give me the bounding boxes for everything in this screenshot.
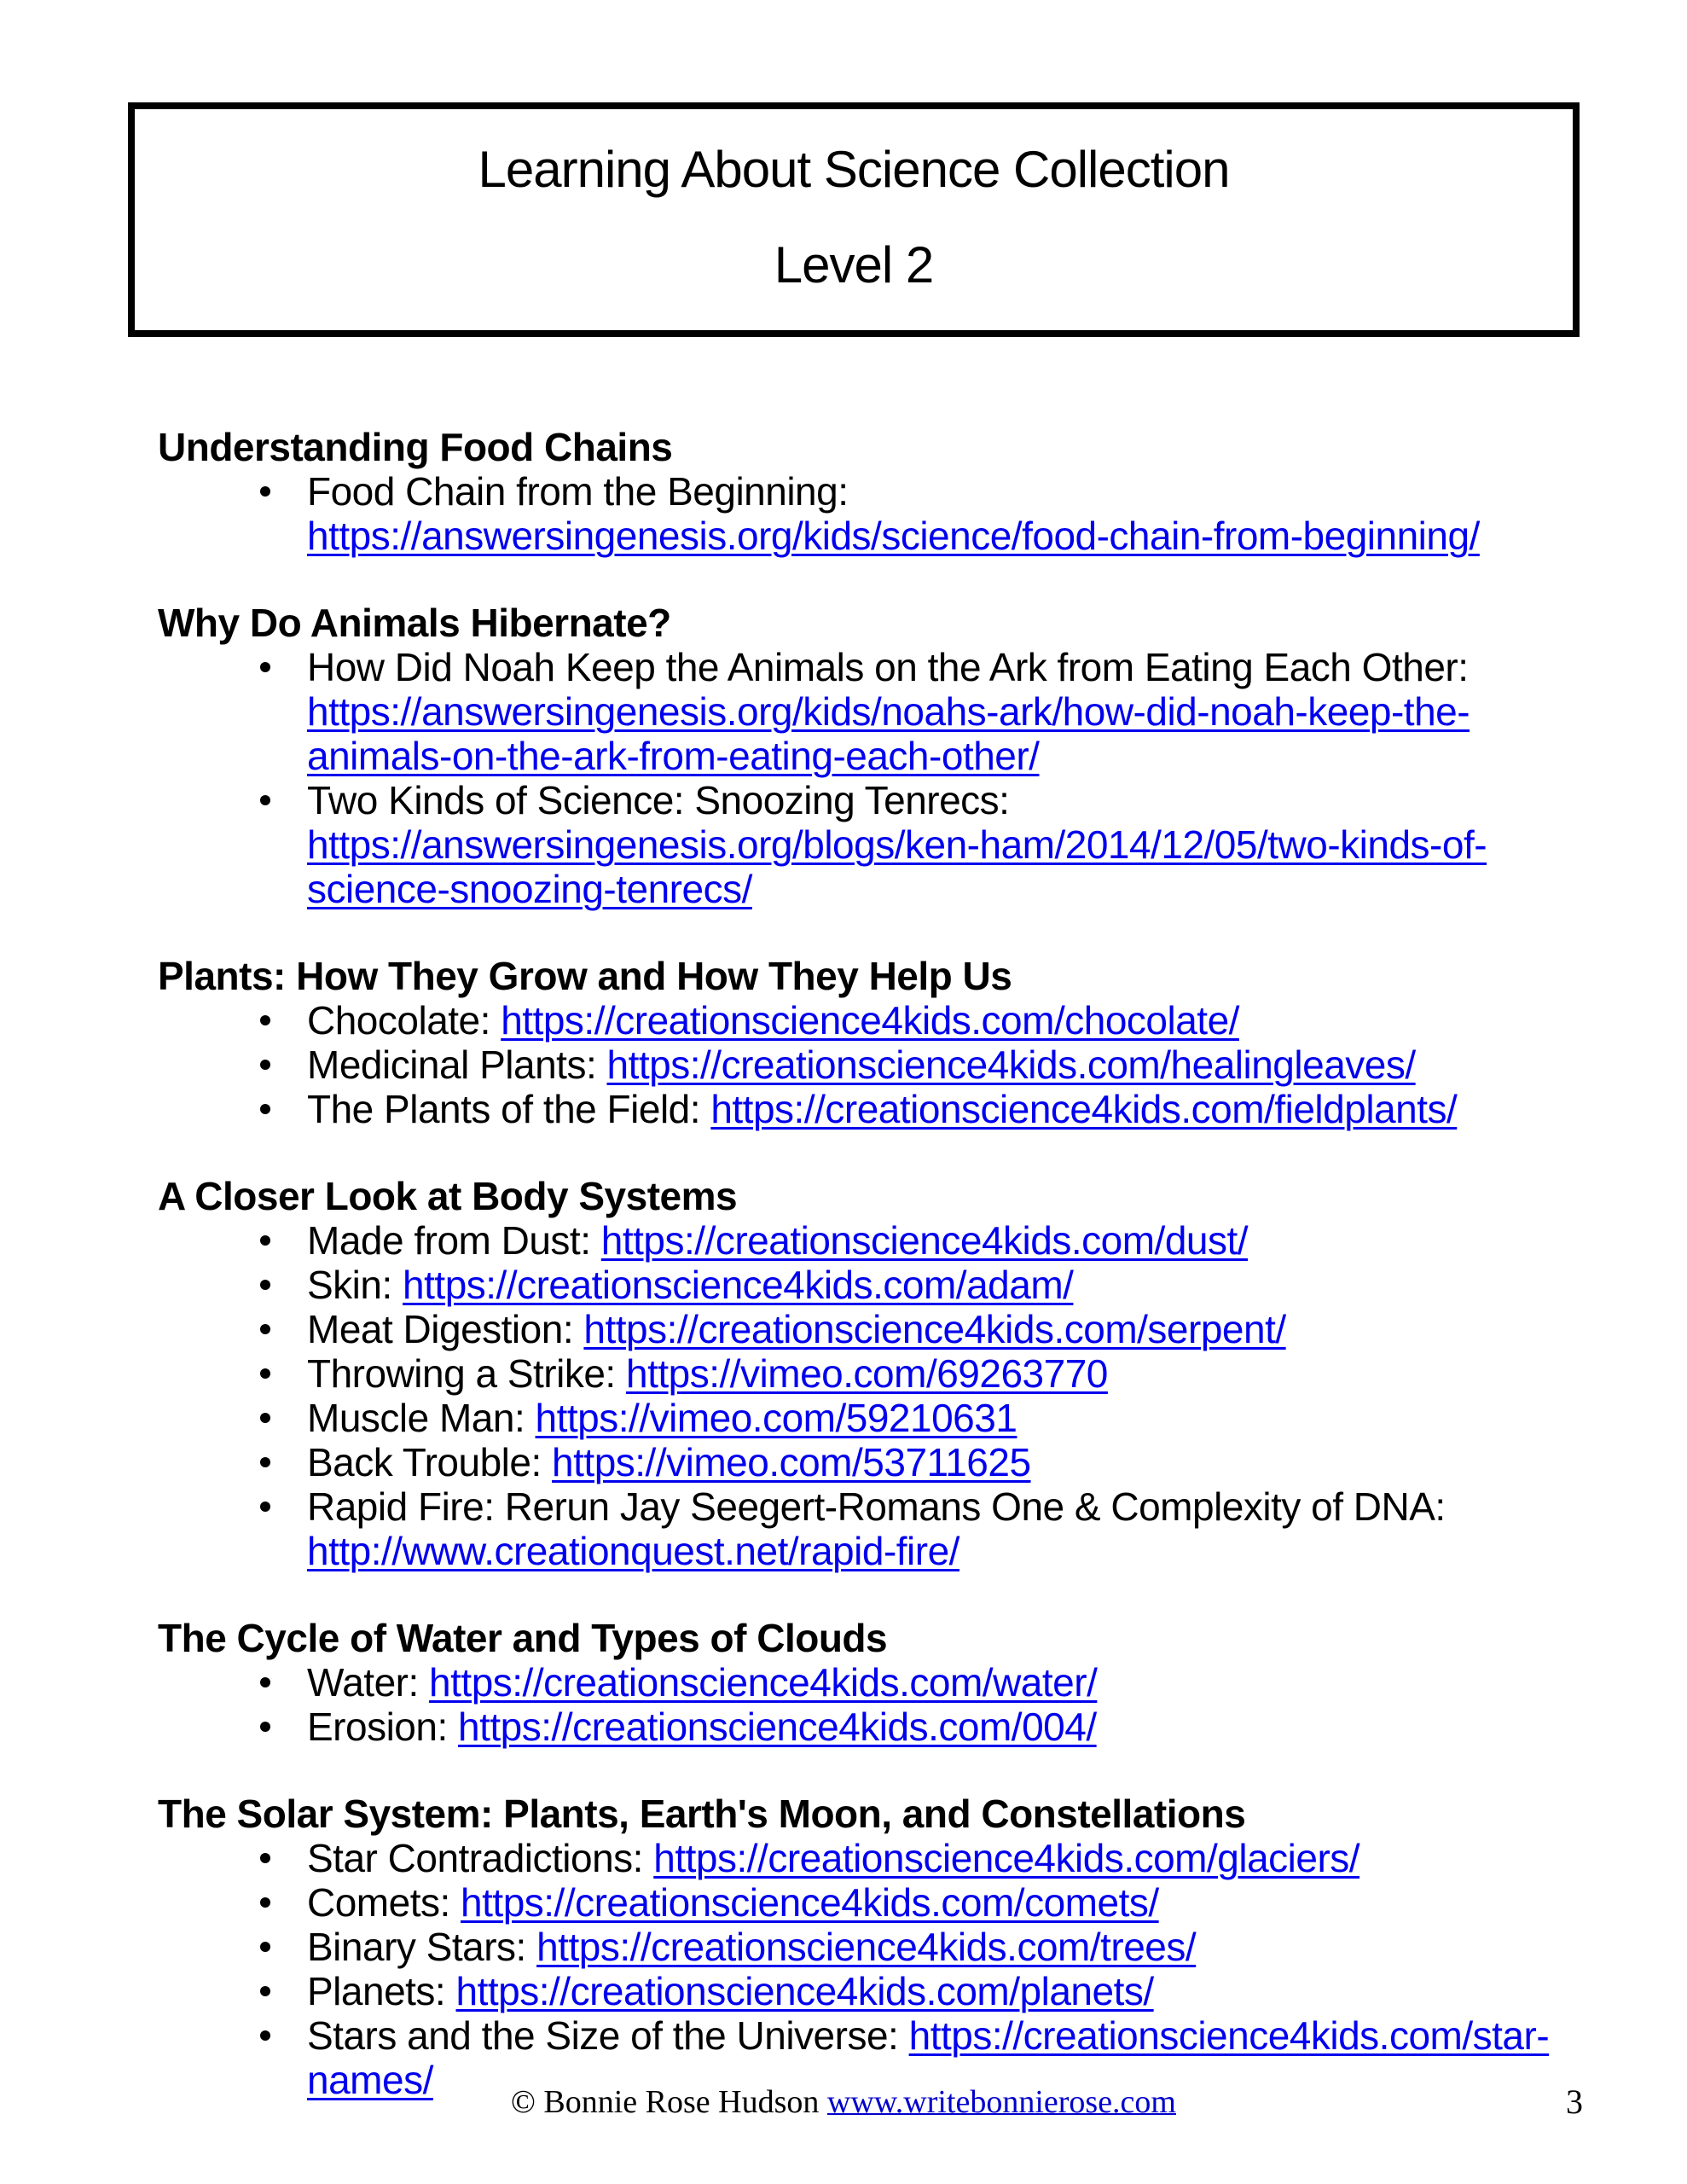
bullet-icon	[260, 1060, 270, 1070]
item-link[interactable]: https://creationscience4kids.com/water/	[429, 1660, 1098, 1705]
section	[158, 1616, 1584, 1749]
bullet-icon	[260, 1722, 270, 1732]
section	[158, 601, 1584, 911]
item-link[interactable]: https://creationscience4kids.com/serpent/	[583, 1307, 1286, 1351]
item-link[interactable]: https://creationscience4kids.com/glaciers/	[653, 1836, 1360, 1880]
bullet-icon	[260, 1897, 270, 1908]
list-item	[158, 1925, 1584, 1969]
bullet-icon	[260, 1280, 270, 1290]
bullet-icon	[260, 1942, 270, 1952]
item-label: Star Contradictions:	[307, 1836, 654, 1880]
footer-copyright: © Bonnie Rose Hudson	[511, 2084, 820, 2120]
bullet-icon	[260, 1368, 270, 1379]
item-link[interactable]: https://creationscience4kids.com/fieldplants/	[710, 1087, 1458, 1131]
item-label: Comets:	[307, 1880, 461, 1925]
bullet-icon	[260, 1853, 270, 1863]
section-heading: Why Do Animals Hibernate?	[158, 601, 671, 645]
sections-container	[158, 425, 1584, 2145]
bullet-icon	[260, 1677, 270, 1687]
list-item	[158, 1218, 1584, 1263]
item-label: Planets:	[307, 1969, 456, 2013]
list-item	[158, 1263, 1584, 1307]
item-label: Water:	[307, 1660, 430, 1705]
item-link[interactable]: https://vimeo.com/59210631	[535, 1396, 1017, 1440]
section-heading: Understanding Food Chains	[158, 425, 673, 469]
item-label: Muscle Man:	[307, 1396, 536, 1440]
item-link[interactable]: https://vimeo.com/53711625	[552, 1440, 1031, 1484]
item-link[interactable]: https://vimeo.com/69263770	[625, 1351, 1108, 1396]
section	[158, 1792, 1584, 2102]
bullet-icon	[260, 1235, 270, 1246]
list-item	[158, 1880, 1584, 1925]
section	[158, 425, 1584, 558]
section-heading: The Cycle of Water and Types of Clouds	[158, 1616, 888, 1660]
list-item	[158, 1396, 1584, 1440]
bullet-icon	[260, 1502, 270, 1512]
item-label: Throwing a Strike:	[307, 1351, 626, 1396]
item-link[interactable]: https://creationscience4kids.com/004/	[458, 1705, 1097, 1749]
list-item	[158, 1484, 1584, 1573]
item-label: Erosion:	[307, 1705, 459, 1749]
bullet-icon	[260, 486, 270, 497]
list-item	[158, 1440, 1584, 1484]
bullet-icon	[260, 1457, 270, 1467]
list-item	[158, 1043, 1584, 1087]
item-link[interactable]: https://answersingenesis.org/kids/noahs-ark/how-did-noah-keep-the-animals-on-the-ark-from-eating-each-other/	[307, 689, 1470, 778]
bullet-icon	[260, 662, 270, 672]
item-label: Medicinal Plants:	[307, 1043, 607, 1087]
item-label: Rapid Fire: Rerun Jay Seegert-Romans One & Complexity of DNA:	[307, 1484, 1446, 1529]
section-heading: A Closer Look at Body Systems	[158, 1174, 738, 1218]
section-heading: Plants: How They Grow and How They Help Us	[158, 954, 1012, 998]
item-label: How Did Noah Keep the Animals on the Ark from Eating Each Other:	[307, 645, 1469, 689]
item-label: Food Chain from the Beginning:	[307, 469, 849, 514]
item-label: Stars and the Size of the Universe:	[307, 2013, 909, 2058]
footer	[0, 2083, 1687, 2121]
item-link[interactable]: https://answersingenesis.org/blogs/ken-ham/2014/12/05/two-kinds-of-science-snoozing-tenrecs/	[307, 822, 1487, 911]
footer-site-link[interactable]: www.writebonnierose.com	[826, 2084, 1176, 2120]
item-label: Skin:	[307, 1263, 403, 1307]
item-link[interactable]: https://creationscience4kids.com/trees/	[536, 1925, 1197, 1969]
list-item	[158, 1307, 1584, 1351]
item-link[interactable]: https://creationscience4kids.com/adam/	[403, 1263, 1074, 1307]
list-item	[158, 1660, 1584, 1705]
item-link[interactable]: https://creationscience4kids.com/star-names/	[307, 2013, 1550, 2102]
bullet-icon	[260, 1015, 270, 1025]
document-subtitle: Level 2	[774, 236, 934, 293]
bullet-icon	[260, 795, 270, 805]
list-item	[158, 1351, 1584, 1396]
item-label: The Plants of the Field:	[307, 1087, 711, 1131]
item-label: Two Kinds of Science: Snoozing Tenrecs:	[307, 778, 1010, 822]
item-label: Chocolate:	[307, 998, 501, 1043]
list-item	[158, 1705, 1584, 1749]
list-item	[158, 998, 1584, 1043]
bullet-icon	[260, 1104, 270, 1114]
item-label: Binary Stars:	[307, 1925, 537, 1969]
list-item	[158, 469, 1584, 558]
list-item	[158, 1087, 1584, 1131]
section-heading: The Solar System: Plants, Earth's Moon, and Constellations	[158, 1792, 1246, 1836]
item-label: Meat Digestion:	[307, 1307, 584, 1351]
bullet-icon	[260, 1986, 270, 1996]
document-title: Learning About Science Collection	[478, 141, 1230, 198]
list-item	[158, 1969, 1584, 2013]
list-item	[158, 645, 1584, 778]
item-link[interactable]: https://creationscience4kids.com/planets/	[455, 1969, 1154, 2013]
item-label: Back Trouble:	[307, 1440, 553, 1484]
item-link[interactable]: https://answersingenesis.org/kids/science/food-chain-from-beginning/	[307, 514, 1480, 558]
item-link[interactable]: https://creationscience4kids.com/dust/	[600, 1218, 1249, 1263]
title-box	[128, 102, 1580, 337]
section	[158, 1174, 1584, 1573]
section	[158, 954, 1584, 1131]
item-label: Made from Dust:	[307, 1218, 601, 1263]
item-link[interactable]: https://creationscience4kids.com/comets/	[461, 1880, 1159, 1925]
bullet-icon	[260, 2030, 270, 2041]
page-number: 3	[1566, 2082, 1583, 2121]
list-item	[158, 778, 1584, 911]
list-item	[158, 1836, 1584, 1880]
item-link[interactable]: https://creationscience4kids.com/chocolate/	[501, 998, 1239, 1043]
bullet-icon	[260, 1413, 270, 1423]
item-link[interactable]: http://www.creationquest.net/rapid-fire/	[307, 1529, 959, 1573]
bullet-icon	[260, 1324, 270, 1334]
item-link[interactable]: https://creationscience4kids.com/healingleaves/	[606, 1043, 1416, 1087]
